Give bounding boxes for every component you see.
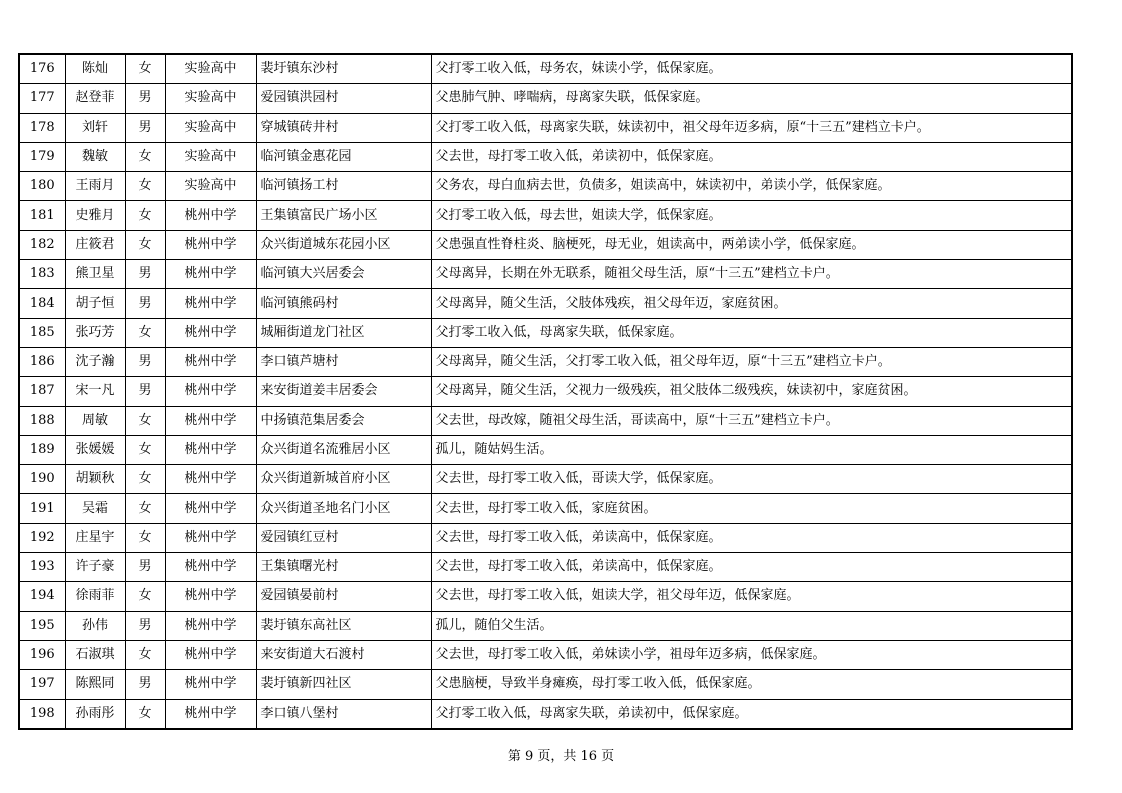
address-cell: 众兴街道新城首府小区 — [256, 465, 431, 494]
address-cell: 裴圩镇新四社区 — [256, 670, 431, 699]
gender-cell: 女 — [125, 435, 165, 464]
table-row — [19, 142, 1072, 171]
row-number-cell: 184 — [19, 289, 65, 318]
family-situation-cell: 父打零工收入低，母去世，姐读大学，低保家庭。 — [431, 201, 1072, 230]
row-number-cell: 185 — [19, 318, 65, 347]
student-name-cell: 吴霜 — [65, 494, 125, 523]
family-situation-cell: 父去世，母改嫁，随祖父母生活，哥读高中，原“十三五”建档立卡户。 — [431, 406, 1072, 435]
address-cell: 穿城镇砖井村 — [256, 113, 431, 142]
gender-cell: 女 — [125, 201, 165, 230]
school-cell: 桃州中学 — [165, 582, 256, 611]
address-cell: 临河镇金惠花园 — [256, 142, 431, 171]
address-cell: 来安街道姜丰居委会 — [256, 377, 431, 406]
gender-cell: 女 — [125, 582, 165, 611]
table-row — [19, 84, 1072, 113]
student-name-cell: 王雨月 — [65, 172, 125, 201]
gender-cell: 女 — [125, 54, 165, 84]
row-number-cell: 190 — [19, 465, 65, 494]
page-number: 第 9 页，共 16 页 — [507, 749, 615, 764]
table-row — [19, 640, 1072, 669]
gender-cell: 女 — [125, 406, 165, 435]
school-cell: 桃州中学 — [165, 230, 256, 259]
gender-cell: 女 — [125, 142, 165, 171]
address-cell: 众兴街道名流雅居小区 — [256, 435, 431, 464]
school-cell: 桃州中学 — [165, 553, 256, 582]
school-cell: 桃州中学 — [165, 494, 256, 523]
gender-cell: 女 — [125, 230, 165, 259]
gender-cell: 男 — [125, 347, 165, 376]
row-number-cell: 176 — [19, 54, 65, 84]
family-situation-cell: 父母离异，长期在外无联系，随祖父母生活，原“十三五”建档立卡户。 — [431, 260, 1072, 289]
school-cell: 桃州中学 — [165, 611, 256, 640]
family-situation-cell: 父去世，母打零工收入低，姐读大学，祖父母年迈，低保家庭。 — [431, 582, 1072, 611]
family-situation-cell: 父去世，母打零工收入低，弟读高中，低保家庭。 — [431, 553, 1072, 582]
student-name-cell: 胡子恒 — [65, 289, 125, 318]
school-cell: 桃州中学 — [165, 260, 256, 289]
address-cell: 临河镇熊码村 — [256, 289, 431, 318]
row-number-cell: 198 — [19, 699, 65, 729]
school-cell: 实验高中 — [165, 84, 256, 113]
school-cell: 实验高中 — [165, 142, 256, 171]
school-cell: 桃州中学 — [165, 289, 256, 318]
student-table — [18, 53, 1073, 730]
row-number-cell: 197 — [19, 670, 65, 699]
table-row — [19, 377, 1072, 406]
table-row — [19, 699, 1072, 729]
address-cell: 众兴街道城东花园小区 — [256, 230, 431, 259]
row-number-cell: 183 — [19, 260, 65, 289]
student-name-cell: 刘轩 — [65, 113, 125, 142]
gender-cell: 男 — [125, 670, 165, 699]
student-name-cell: 胡颖秋 — [65, 465, 125, 494]
school-cell: 桃州中学 — [165, 406, 256, 435]
school-cell: 桃州中学 — [165, 435, 256, 464]
address-cell: 爱园镇晏前村 — [256, 582, 431, 611]
row-number-cell: 178 — [19, 113, 65, 142]
gender-cell: 男 — [125, 553, 165, 582]
family-situation-cell: 父打零工收入低，母务农，妹读小学，低保家庭。 — [431, 54, 1072, 84]
table-body — [19, 54, 1072, 729]
table-row — [19, 582, 1072, 611]
row-number-cell: 179 — [19, 142, 65, 171]
gender-cell: 男 — [125, 289, 165, 318]
family-situation-cell: 父打零工收入低，母离家失联，低保家庭。 — [431, 318, 1072, 347]
school-cell: 桃州中学 — [165, 347, 256, 376]
student-name-cell: 史雅月 — [65, 201, 125, 230]
address-cell: 临河镇扬工村 — [256, 172, 431, 201]
row-number-cell: 188 — [19, 406, 65, 435]
row-number-cell: 192 — [19, 523, 65, 552]
family-situation-cell: 孤儿，随伯父生活。 — [431, 611, 1072, 640]
school-cell: 桃州中学 — [165, 377, 256, 406]
gender-cell: 女 — [125, 523, 165, 552]
student-name-cell: 许子豪 — [65, 553, 125, 582]
family-situation-cell: 父患强直性脊柱炎、脑梗死，母无业，姐读高中，两弟读小学，低保家庭。 — [431, 230, 1072, 259]
table-row — [19, 670, 1072, 699]
student-name-cell: 孙雨彤 — [65, 699, 125, 729]
student-name-cell: 陈熙同 — [65, 670, 125, 699]
table-row — [19, 611, 1072, 640]
table-row — [19, 260, 1072, 289]
table-row — [19, 201, 1072, 230]
row-number-cell: 186 — [19, 347, 65, 376]
address-cell: 来安街道大石渡村 — [256, 640, 431, 669]
school-cell: 桃州中学 — [165, 640, 256, 669]
student-name-cell: 徐雨菲 — [65, 582, 125, 611]
family-situation-cell: 父去世，母打零工收入低，弟读高中，低保家庭。 — [431, 523, 1072, 552]
row-number-cell: 180 — [19, 172, 65, 201]
family-situation-cell: 父打零工收入低，母离家失联，弟读初中，低保家庭。 — [431, 699, 1072, 729]
table-row — [19, 113, 1072, 142]
gender-cell: 男 — [125, 377, 165, 406]
school-cell: 桃州中学 — [165, 201, 256, 230]
table-row — [19, 494, 1072, 523]
row-number-cell: 187 — [19, 377, 65, 406]
table-row — [19, 289, 1072, 318]
student-name-cell: 宋一凡 — [65, 377, 125, 406]
family-situation-cell: 父患肺气肿、哮喘病，母离家失联，低保家庭。 — [431, 84, 1072, 113]
gender-cell: 女 — [125, 172, 165, 201]
gender-cell: 女 — [125, 465, 165, 494]
address-cell: 裴圩镇东高社区 — [256, 611, 431, 640]
table-row — [19, 318, 1072, 347]
school-cell: 实验高中 — [165, 54, 256, 84]
school-cell: 桃州中学 — [165, 699, 256, 729]
address-cell: 爱园镇洪园村 — [256, 84, 431, 113]
row-number-cell: 193 — [19, 553, 65, 582]
address-cell: 裴圩镇东沙村 — [256, 54, 431, 84]
address-cell: 爱园镇红豆村 — [256, 523, 431, 552]
table-row — [19, 406, 1072, 435]
student-name-cell: 庄筱君 — [65, 230, 125, 259]
row-number-cell: 177 — [19, 84, 65, 113]
student-name-cell: 石淑琪 — [65, 640, 125, 669]
table-row — [19, 54, 1072, 84]
student-name-cell: 陈灿 — [65, 54, 125, 84]
gender-cell: 男 — [125, 260, 165, 289]
gender-cell: 男 — [125, 611, 165, 640]
table-row — [19, 523, 1072, 552]
table-row — [19, 553, 1072, 582]
school-cell: 桃州中学 — [165, 318, 256, 347]
gender-cell: 女 — [125, 318, 165, 347]
school-cell: 桃州中学 — [165, 465, 256, 494]
address-cell: 李口镇芦塘村 — [256, 347, 431, 376]
student-name-cell: 庄星宇 — [65, 523, 125, 552]
school-cell: 桃州中学 — [165, 670, 256, 699]
family-situation-cell: 父务农，母白血病去世，负债多，姐读高中，妹读初中，弟读小学，低保家庭。 — [431, 172, 1072, 201]
table-row — [19, 465, 1072, 494]
school-cell: 实验高中 — [165, 113, 256, 142]
address-cell: 王集镇富民广场小区 — [256, 201, 431, 230]
row-number-cell: 194 — [19, 582, 65, 611]
table-row — [19, 347, 1072, 376]
family-situation-cell: 父去世，母打零工收入低，哥读大学，低保家庭。 — [431, 465, 1072, 494]
row-number-cell: 189 — [19, 435, 65, 464]
student-name-cell: 熊卫星 — [65, 260, 125, 289]
family-situation-cell: 父去世，母打零工收入低，弟妹读小学，祖母年迈多病，低保家庭。 — [431, 640, 1072, 669]
table-row — [19, 435, 1072, 464]
student-name-cell: 孙伟 — [65, 611, 125, 640]
student-name-cell: 沈子瀚 — [65, 347, 125, 376]
address-cell: 中扬镇范集居委会 — [256, 406, 431, 435]
row-number-cell: 195 — [19, 611, 65, 640]
gender-cell: 女 — [125, 494, 165, 523]
gender-cell: 男 — [125, 113, 165, 142]
family-situation-cell: 父母离异，随父生活，父打零工收入低，祖父母年迈，原“十三五”建档立卡户。 — [431, 347, 1072, 376]
address-cell: 临河镇大兴居委会 — [256, 260, 431, 289]
gender-cell: 女 — [125, 699, 165, 729]
student-name-cell: 赵登菲 — [65, 84, 125, 113]
family-situation-cell: 父打零工收入低，母离家失联，妹读初中，祖父母年迈多病，原“十三五”建档立卡户。 — [431, 113, 1072, 142]
family-situation-cell: 父母离异，随父生活，父视力一级残疾，祖父肢体二级残疾，妹读初中，家庭贫困。 — [431, 377, 1072, 406]
address-cell: 众兴街道圣地名门小区 — [256, 494, 431, 523]
row-number-cell: 182 — [19, 230, 65, 259]
address-cell: 城厢街道龙门社区 — [256, 318, 431, 347]
student-name-cell: 张媛媛 — [65, 435, 125, 464]
address-cell: 王集镇曙光村 — [256, 553, 431, 582]
student-name-cell: 魏敏 — [65, 142, 125, 171]
row-number-cell: 181 — [19, 201, 65, 230]
school-cell: 实验高中 — [165, 172, 256, 201]
table-row — [19, 172, 1072, 201]
row-number-cell: 191 — [19, 494, 65, 523]
family-situation-cell: 父去世，母打零工收入低，家庭贫困。 — [431, 494, 1072, 523]
gender-cell: 女 — [125, 640, 165, 669]
table-row — [19, 230, 1072, 259]
family-situation-cell: 父去世，母打零工收入低，弟读初中，低保家庭。 — [431, 142, 1072, 171]
family-situation-cell: 父患脑梗，导致半身瘫痪，母打零工收入低，低保家庭。 — [431, 670, 1072, 699]
family-situation-cell: 孤儿，随姑妈生活。 — [431, 435, 1072, 464]
school-cell: 桃州中学 — [165, 523, 256, 552]
address-cell: 李口镇八堡村 — [256, 699, 431, 729]
row-number-cell: 196 — [19, 640, 65, 669]
student-name-cell: 张巧芳 — [65, 318, 125, 347]
family-situation-cell: 父母离异，随父生活，父肢体残疾，祖父母年迈，家庭贫困。 — [431, 289, 1072, 318]
gender-cell: 男 — [125, 84, 165, 113]
student-name-cell: 周敏 — [65, 406, 125, 435]
